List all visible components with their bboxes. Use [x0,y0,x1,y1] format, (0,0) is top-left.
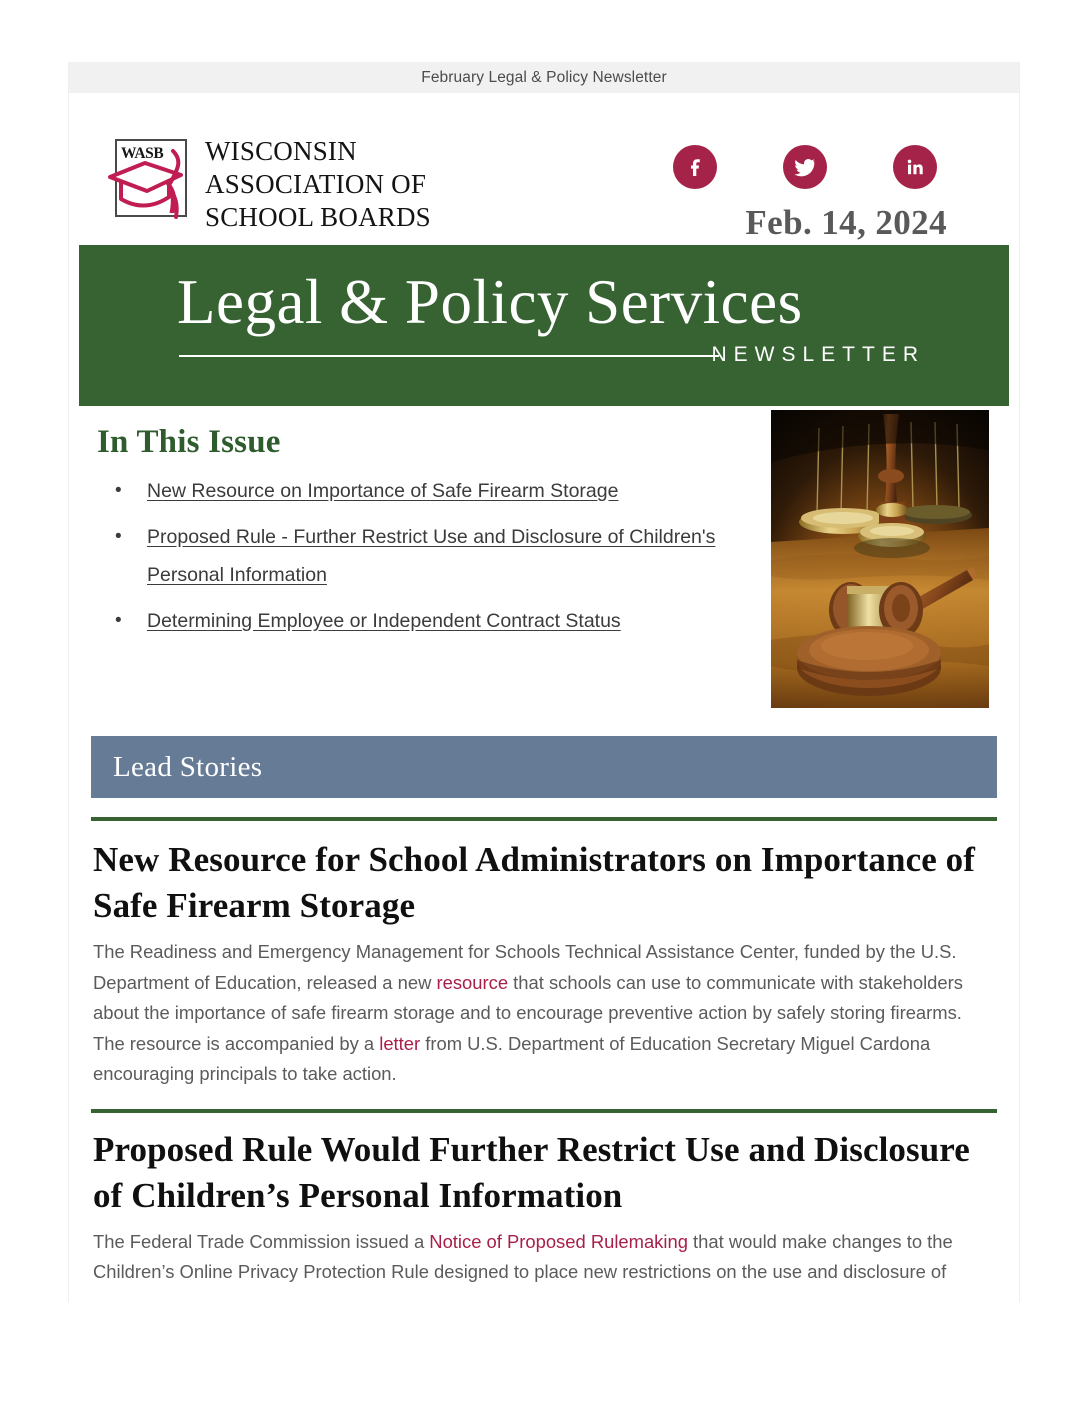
issue-link-2[interactable]: Proposed Rule - Further Restrict Use and Disclosure of Children's Personal Information [147,526,716,586]
story-body [93,937,995,1090]
masthead-title: Legal & Policy Services [177,267,803,337]
email-header [69,93,1019,245]
logo-line-1: WISCONSIN [205,136,357,166]
gavel-scales-photo [771,410,989,708]
preheader-text: February Legal & Policy Newsletter [69,62,1019,93]
graduation-cap-logo-icon [107,133,193,225]
linkedin-icon[interactable] [893,145,937,189]
masthead-rule [179,355,719,357]
masthead-subtitle: NEWSLETTER [711,343,925,366]
story-inline-link-resource[interactable]: resource [436,971,509,993]
story-body-part: that would make changes to the Children’s Online Privacy Protection Rule designed to place new restrictions on the use and disclosure of [93,1230,953,1282]
logo-line-3: SCHOOL BOARDS [205,202,431,232]
issue-date: Feb. 14, 2024 [745,203,947,242]
wasb-logo[interactable] [107,133,431,234]
in-this-issue-heading: In This Issue [97,424,281,460]
masthead-banner [79,245,1009,406]
social-links [673,145,937,189]
email-body-frame [68,62,1020,1302]
twitter-icon[interactable] [783,145,827,189]
bullet-icon: • [115,480,122,501]
story-body-part: The Readiness and Emergency Management for Schools Technical Assistance Center, funded by the U.S. Department of Education, released a new [93,941,957,993]
lead-stories-band [91,736,997,798]
story-body [93,1227,995,1288]
story-title: New Resource for School Administrators on Importance of Safe Firearm Storage [93,840,976,925]
story-body-part: that schools can use to communicate with stakeholders about the importance of safe firearm storage and to encourage preventive action by safely storing firearms. The resource is accompanied by a [93,971,963,1054]
issue-link-1[interactable]: New Resource on Importance of Safe Firearm Storage [147,480,619,502]
list-item [99,518,729,594]
list-item [99,472,729,510]
logo-line-2: ASSOCIATION OF [205,169,427,199]
story-inline-link-letter[interactable]: letter [379,1032,421,1054]
issue-link-3[interactable]: Determining Employee or Independent Contract Status [147,610,621,632]
bullet-icon: • [115,526,122,547]
in-this-issue-section [69,406,1019,736]
list-item [99,602,729,640]
section-divider [91,817,997,821]
story-title: Proposed Rule Would Further Restrict Use and Disclosure of Children’s Personal Information [93,1129,970,1215]
wasb-badge-text: WASB [121,145,164,162]
lead-stories-band-wrap [69,736,1019,798]
story-item-1 [69,837,1019,1090]
wasb-logo-wordmark [205,135,431,234]
in-this-issue-list [99,472,729,648]
lead-stories-label: Lead Stories [113,750,263,783]
story-item-2 [69,1127,1019,1302]
story-body-part: The Federal Trade Commission issued a [93,1230,430,1252]
story-body-part: from U.S. Department of Education Secretary Miguel Cardona encouraging principals to take action. [93,1032,931,1084]
section-divider [91,1109,997,1113]
facebook-icon[interactable] [673,145,717,189]
bullet-icon: • [115,610,122,631]
story-inline-link-notice[interactable]: Notice of Proposed Rulemaking [429,1230,688,1252]
